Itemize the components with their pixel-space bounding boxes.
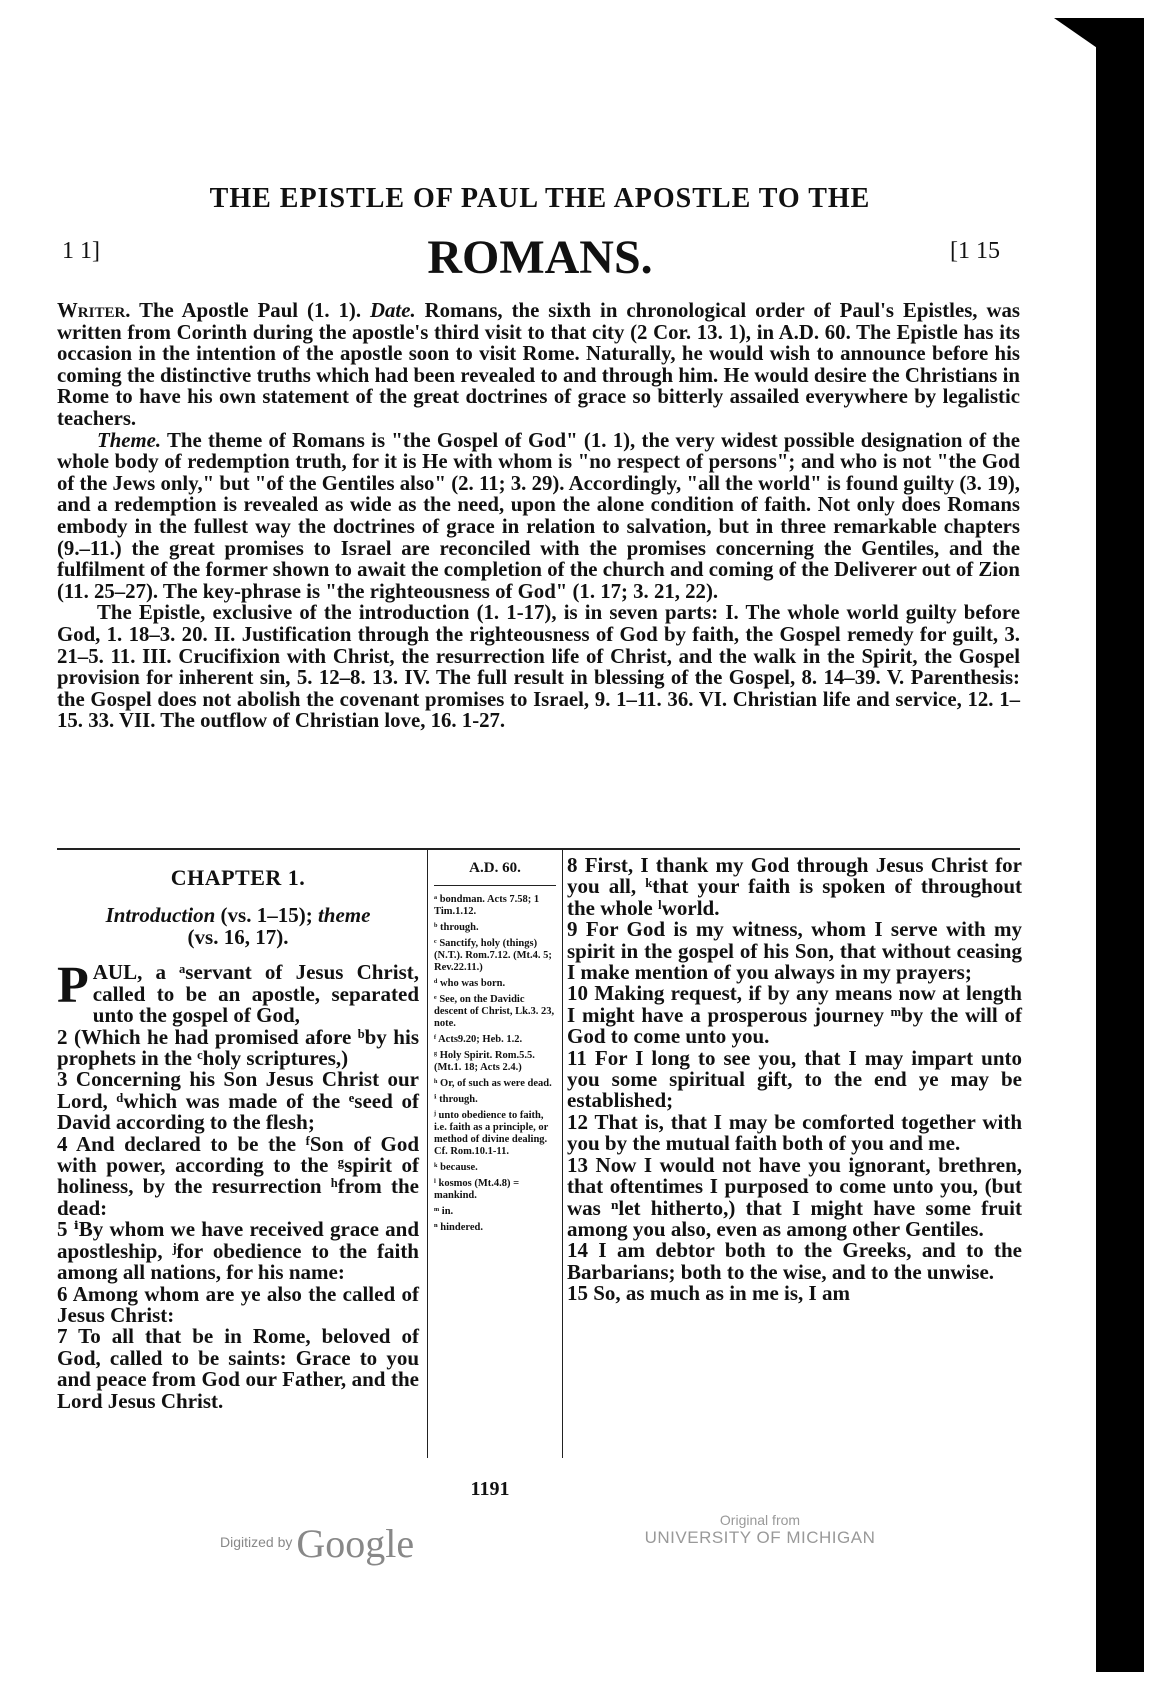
date-text: Romans, the sixth in chronological order of Paul's Epistles, was written from Corinth during the apostle's third visit to that city (2 Cor. 13. 1), in A.D. 60. The Epistle has its occasion in the intention of the apostle soon to visit Rome. Naturally, he would wish to announce before his coming the distinctive truths which had been revealed to and through him. He would desire the Christians in Rome to have his own statement of the great doctrines of grace so bitterly assailed everywhere by legalistic teachers. (57, 299, 1020, 430)
margin-note: ᵇ through. (434, 922, 479, 933)
margin-note: ᵍ Holy Spirit. Rom.5.5. (Mt.1. 18; Acts 2.4.) (434, 1050, 535, 1073)
verse-12: 12 That is, that I may be comforted together with you by the mutual faith both of you and me. (567, 1109, 1022, 1156)
writer-label: Writer. (57, 299, 131, 322)
verse-3: 3 Concerning his Son Jesus Christ our Lord, ᵈwhich was made of the ᵉseed of David according to the flesh; (57, 1067, 419, 1135)
google-logo: Google (296, 1521, 415, 1566)
page-number: 1191 (470, 1478, 510, 1500)
date-label: Date. (370, 299, 416, 322)
book-title: ROMANS. (427, 231, 653, 284)
margin-note: ⁱ through. (434, 1094, 478, 1105)
margin-note: ˡ kosmos (Mt.4.8) = mankind. (434, 1178, 520, 1201)
section-heading-d: (vs. 16, 17). (187, 925, 289, 950)
verse-5: 5 ⁱBy whom we have received grace and apostleship, ʲfor obedience to the faith among all nations, for his name: (57, 1217, 419, 1285)
page-edge-bar (1096, 22, 1144, 1672)
margin-notes (428, 886, 562, 1234)
verse-2: 2 (Which he had promised afore ᵇby his prophets in the ᶜholy scriptures,) (57, 1024, 419, 1071)
margin-note: ʲ unto obedience to faith, i.e. faith as a principle, or method of divine dealing. Cf. Rom.10.1-11. (434, 1110, 549, 1157)
intro-writer-paragraph (57, 300, 1020, 430)
margin-note: ⁿ hindered. (434, 1222, 483, 1233)
introduction (57, 300, 1020, 732)
digitized-by-watermark (220, 1520, 414, 1567)
verse-4: 4 And declared to be the ᶠSon of God with power, according to the ᵍspirit of holiness, by the resurrection ʰfrom the dead: (57, 1131, 419, 1220)
intro-parts-paragraph: The Epistle, exclusive of the introduction (1. 1-17), is in seven parts: I. The whole world guilty before God, 1. 18–3. 20. II. Justification through the righteousness of God by faith, the Gospel remedy for guilt, 3. 21–5. 11. III. Crucifixion with Christ, the resurrection life of Christ, and the walk in the Spirit, the Gospel provision for inherent sin, 5. 12–8. 13. IV. The full result in blessing of the Gospel, 8. 14–39. V. Parenthesis: the Gospel does not abolish the covenant promises to Israel, 9. 1–11. 36. VI. Christian life and service, 12. 1–15. 33. VII. The outflow of Christian love, 16. 1-27. (57, 601, 1020, 733)
verse-11: 11 For I long to see you, that I may impart unto you some spiritual gift, to the end ye may be established; (567, 1045, 1022, 1113)
epistle-heading: THE EPISTLE OF PAUL THE APOSTLE TO THE (209, 183, 871, 214)
verse-6: 6 Among whom are ye also the called of Jesus Christ: (57, 1281, 419, 1327)
reference-right: [1 15 (950, 238, 1000, 264)
drop-cap: P (57, 957, 89, 1015)
writer-text: The Apostle Paul (1. 1). (130, 299, 371, 322)
verse-13: 13 Now I would not have you ignorant, brethren, that oftentimes I purposed to come unto you, (but was ⁿlet hitherto,) that I might have some fruit among you also, even as among other Gentiles. (567, 1152, 1022, 1241)
original-from-label: Original from (719, 1512, 801, 1528)
margin-note: ᵈ who was born. (434, 978, 506, 989)
reference-left: 1 1] (62, 238, 100, 264)
theme-label: Theme. (97, 428, 162, 452)
margin-note: ᶜ Sanctify, holy (things) (N.T.). Rom.7.12. (Mt.4. 5; Rev.22.11.) (434, 938, 552, 973)
verse-10: 10 Making request, if by any means now at length I might have a prosperous journey ᵐby the will of God to come unto you. (567, 981, 1022, 1049)
text-column-left (57, 855, 419, 1412)
section-heading-a: Introduction (105, 903, 216, 928)
source-attribution (640, 1512, 880, 1548)
margin-note: ᵏ because. (434, 1162, 478, 1173)
margin-note: ᵐ in. (434, 1206, 454, 1217)
verse-15: 15 So, as much as in me is, I am (567, 1281, 850, 1306)
chapter-title: CHAPTER 1. (170, 865, 306, 890)
text-column-right (567, 855, 1022, 1305)
verse-1-text: AUL, a ᵃservant of Jesus Christ, called to be an apostle, separated unto the gospel of God, (92, 960, 419, 1028)
digitized-by-label: Digitized by (220, 1534, 293, 1551)
verse-8: 8 First, I thank my God through Jesus Christ for you all, ᵏthat your faith is spoken of throughout the whole ˡworld. (567, 853, 1022, 920)
verse-7: 7 To all that be in Rome, beloved of God, called to be saints: Grace to you and peace from God our Father, and the Lord Jesus Christ. (57, 1324, 419, 1413)
intro-theme-paragraph (57, 430, 1020, 603)
margin-note: ʰ Or, of such as were dead. (434, 1078, 552, 1089)
section-heading-b: (vs. 1–15); (215, 903, 318, 928)
margin-note: ᵃ bondman. Acts 7.58; 1 Tim.1.12. (434, 894, 540, 917)
university-label: UNIVERSITY OF MICHIGAN (644, 1528, 876, 1547)
verse-9: 9 For God is my witness, whom I serve with my spirit in the gospel of his Son, that without ceasing I make mention of you always in my prayers; (567, 917, 1022, 985)
margin-notes-column (427, 848, 563, 1458)
margin-note: ᶠ Acts9.20; Heb. 1.2. (434, 1034, 523, 1045)
margin-date: A.D. 60. (434, 848, 556, 886)
margin-note: ᵉ See, on the Davidic descent of Christ, Lk.3. 23, note. (434, 994, 555, 1029)
verse-14: 14 I am debtor both to the Greeks, and to the Barbarians; both to the wise, and to the unwise. (567, 1238, 1022, 1284)
chapter-section-heading (57, 904, 419, 948)
page-edge-shadow (1058, 0, 1163, 1700)
theme-text: The theme of Romans is "the Gospel of God" (1. 1), the very widest possible designation of the whole body of redemption truth, for it is He with whom is "no respect of persons"; and who is not "the God of the Jews only," but "of the Gentiles also" (2. 11; 3. 29). Accordingly, "all the world" is found guilty (3. 19), and a redemption is revealed as wide as the need, upon the alone condition of faith. Not only does Romans embody in the fullest way the doctrines of grace in relation to salvation, but in three remarkable chapters (9.–11.) the great promises to Israel are reconciled with the promises concerning the Gentiles, and the fulfilment of the former shown to await the completion of the church and coming of the Deliverer out of Zion (11. 25–27). The key-phrase is "the righteousness of God" (1. 17; 3. 21, 22). (57, 428, 1020, 603)
verse-1 (57, 957, 419, 1028)
section-heading-c: theme (317, 903, 371, 928)
